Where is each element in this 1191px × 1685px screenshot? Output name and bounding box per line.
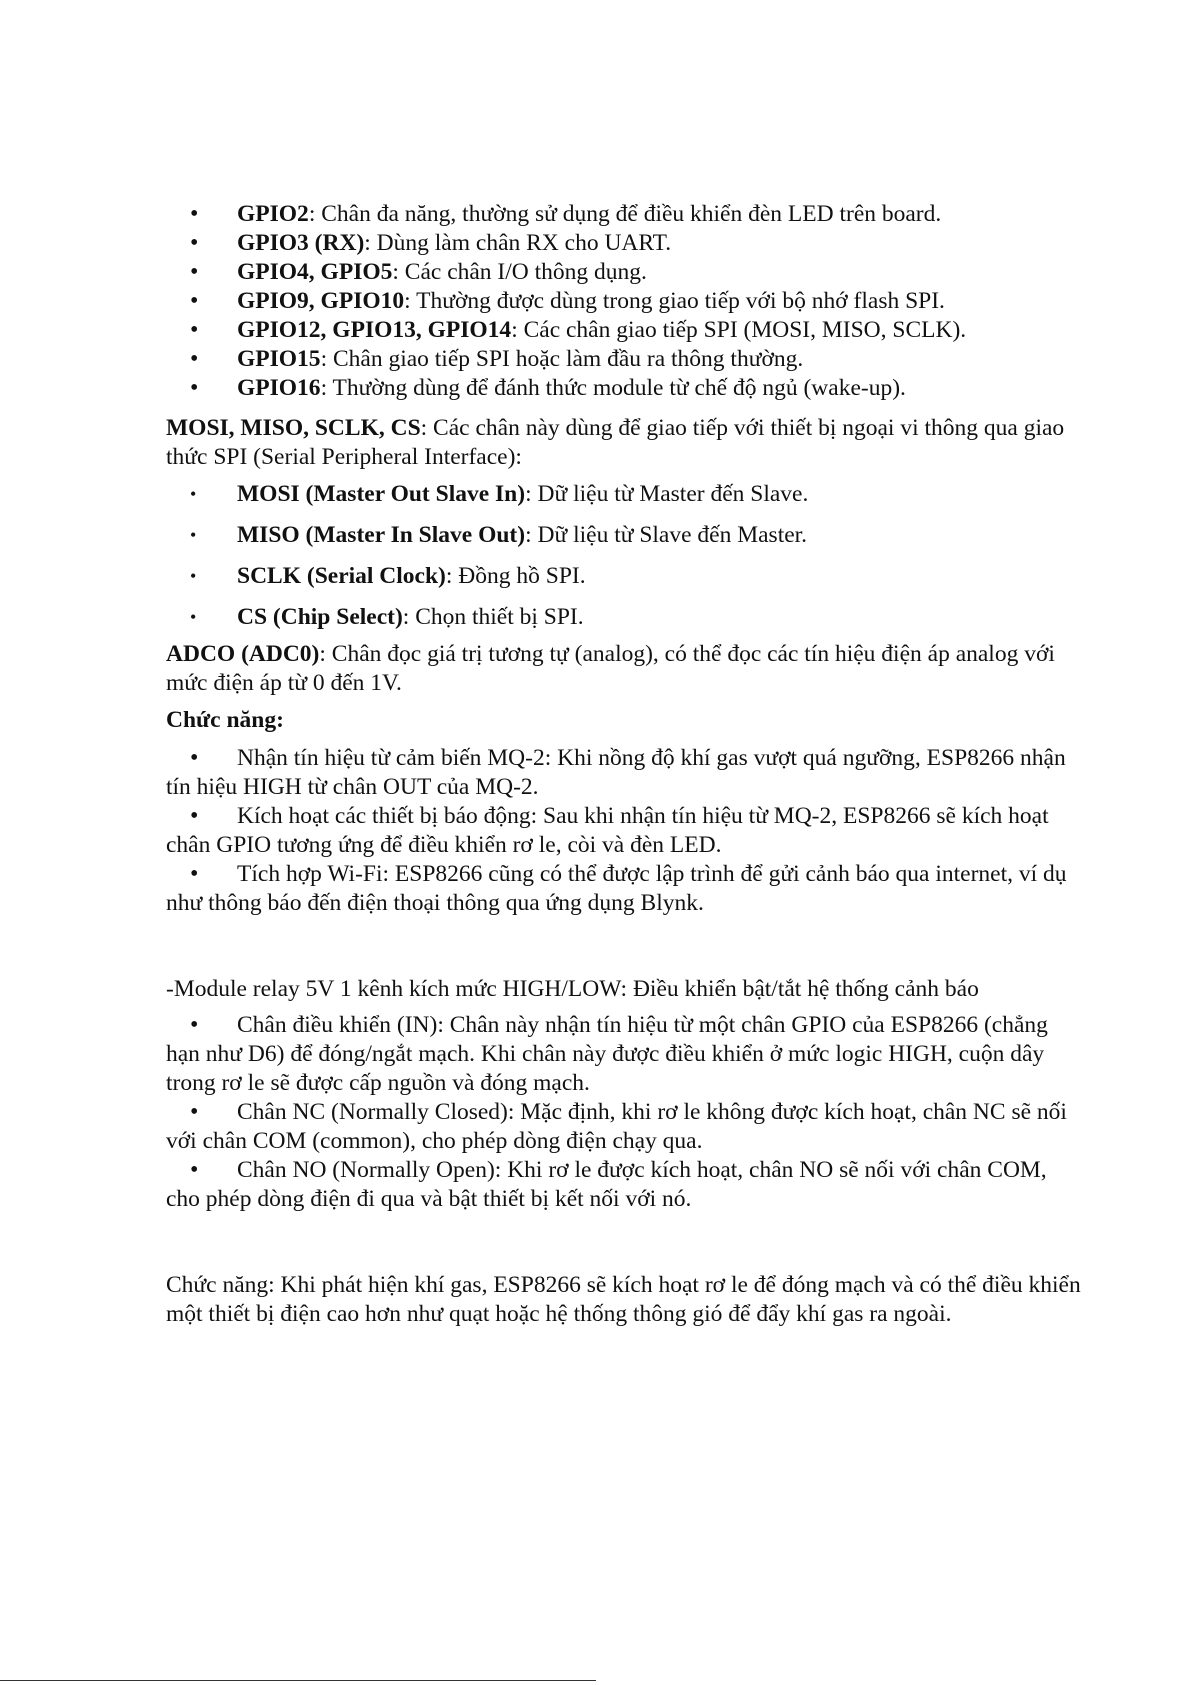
gpio-description: : Chân đa năng, thường sử dụng để điều khiển đèn LED trên board.	[308, 201, 942, 227]
list-item	[166, 258, 1086, 287]
list-item	[166, 229, 1086, 258]
list-item: • Tích hợp Wi-Fi: ESP8266 cũng có thể được lập trình để gửi cảnh báo qua internet, ví dụ như thông báo đến điện thoại thông qua ứng dụng Blynk.	[166, 860, 1086, 918]
gpio-description: : Chân giao tiếp SPI hoặc làm đầu ra thông thường.	[320, 346, 804, 372]
list-item	[166, 521, 1086, 562]
relay-module-title: -Module relay 5V 1 kênh kích mức HIGH/LOW: Điều khiển bật/tắt hệ thống cảnh báo	[166, 976, 979, 1002]
list-item	[166, 345, 1086, 374]
spi-intro-text: : Các chân này dùng để giao tiếp với thiết bị ngoại vi thông qua giao thức SPI (Serial Peripheral Interface):	[166, 415, 1065, 470]
list-item	[166, 287, 1086, 316]
spi-intro-paragraph	[166, 414, 1086, 472]
spi-description: : Đồng hồ SPI.	[445, 563, 586, 589]
spi-term: MOSI (Master Out Slave In)	[237, 481, 526, 507]
gpio-term: GPIO9, GPIO10	[237, 288, 405, 314]
function-heading: Chức năng:	[166, 707, 284, 733]
list-item	[166, 200, 1086, 229]
gpio-term: GPIO4, GPIO5	[237, 259, 393, 285]
list-item	[166, 603, 1086, 644]
adc-paragraph	[166, 640, 1086, 698]
list-item	[166, 562, 1086, 603]
list-item: • Nhận tín hiệu từ cảm biến MQ-2: Khi nồng độ khí gas vượt quá ngưỡng, ESP8266 nhận tín hiệu HIGH từ chân OUT của MQ-2.	[166, 744, 1086, 802]
spi-term: SCLK (Serial Clock)	[237, 563, 446, 589]
spi-description: : Chọn thiết bị SPI.	[402, 604, 584, 630]
adc-term: ADCO (ADC0)	[166, 641, 320, 667]
gpio-description: : Dùng làm chân RX cho UART.	[364, 230, 672, 256]
list-item: • Chân NO (Normally Open): Khi rơ le được kích hoạt, chân NO sẽ nối với chân COM, cho phép dòng điện đi qua và bật thiết bị kết nối với nó.	[166, 1156, 1086, 1214]
list-item: • Chân NC (Normally Closed): Mặc định, khi rơ le không được kích hoạt, chân NC sẽ nối với chân COM (common), cho phép dòng điện chạy qua.	[166, 1098, 1086, 1156]
gpio-pin-list	[166, 200, 1086, 403]
list-item: • Chân điều khiển (IN): Chân này nhận tín hiệu từ một chân GPIO của ESP8266 (chẳng hạn như D6) để đóng/ngắt mạch. Khi chân này được điều khiển ở mức logic HIGH, cuộn dây trong rơ le sẽ được cấp nguồn và đóng mạch.	[166, 1011, 1086, 1098]
gpio-term: GPIO16	[237, 375, 321, 401]
gpio-description: : Thường dùng để đánh thức module từ chế độ ngủ (wake-up).	[320, 375, 906, 401]
gpio-term: GPIO15	[237, 346, 321, 372]
document-page	[166, 200, 1086, 1329]
list-item	[166, 374, 1086, 403]
relay-function-paragraph: Chức năng: Khi phát hiện khí gas, ESP8266 sẽ kích hoạt rơ le để đóng mạch và có thể điều khiển một thiết bị điện cao hơn như quạt hoặc hệ thống thông gió để đẩy khí gas ra ngoài.	[166, 1272, 1081, 1327]
list-item	[166, 480, 1086, 521]
gpio-term: GPIO12, GPIO13, GPIO14	[237, 317, 512, 343]
adc-text: : Chân đọc giá trị tương tự (analog), có thể đọc các tín hiệu điện áp analog với mức điện áp từ 0 đến 1V.	[166, 641, 1055, 696]
spi-pin-list	[166, 480, 1086, 644]
spi-term: CS (Chip Select)	[237, 604, 403, 630]
gpio-description: : Các chân I/O thông dụng.	[392, 259, 647, 285]
spi-intro-term: MOSI, MISO, SCLK, CS	[166, 415, 421, 441]
list-item: • Kích hoạt các thiết bị báo động: Sau khi nhận tín hiệu từ MQ-2, ESP8266 sẽ kích hoạt chân GPIO tương ứng để điều khiển rơ le, còi và đèn LED.	[166, 802, 1086, 860]
list-item	[166, 316, 1086, 345]
spi-description: : Dữ liệu từ Slave đến Master.	[525, 522, 808, 548]
gpio-term: GPIO3 (RX)	[237, 230, 365, 256]
spi-description: : Dữ liệu từ Master đến Slave.	[525, 481, 809, 507]
gpio-description: : Các chân giao tiếp SPI (MOSI, MISO, SCLK).	[511, 317, 967, 343]
footer-divider	[0, 1680, 596, 1681]
spi-term: MISO (Master In Slave Out)	[237, 522, 526, 548]
gpio-description: : Thường được dùng trong giao tiếp với bộ nhớ flash SPI.	[404, 288, 945, 314]
gpio-term: GPIO2	[237, 201, 309, 227]
function-list	[166, 744, 1086, 918]
relay-pin-list	[166, 1011, 1086, 1214]
